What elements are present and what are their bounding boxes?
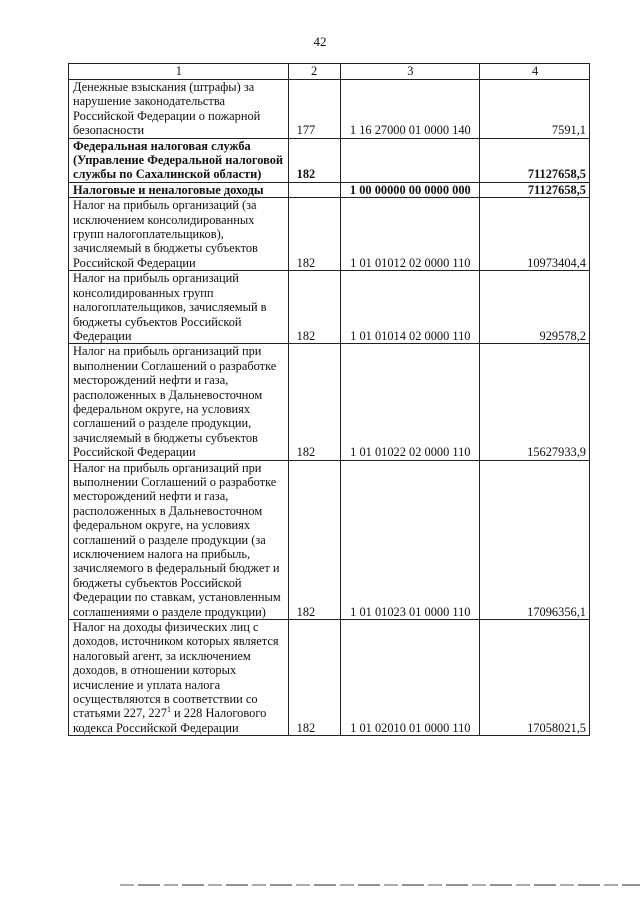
row-budget-code: 1 01 01022 02 0000 110: [340, 344, 480, 460]
column-header-4: 4: [480, 64, 590, 80]
table-row: [69, 138, 590, 182]
row-admin-code: 182: [288, 344, 340, 460]
table-header-row: [69, 64, 590, 80]
row-admin-code: 182: [288, 198, 340, 271]
column-header-2: 2: [288, 64, 340, 80]
row-name: Налог на прибыль организаций при выполнении Соглашений о разработке месторождений нефти и газа, расположенных в Дальневосточном федеральном округе, на условиях соглашений о разделе продукции, зачисляемый в бюджеты субъектов Российской Федерации: [69, 344, 289, 460]
row-admin-code: 182: [288, 460, 340, 619]
row-name-tail: и 228 Налогового кодекса Российской Федерации: [73, 706, 267, 735]
row-budget-code: 1 16 27000 01 0000 140: [340, 80, 480, 139]
table-row: [69, 198, 590, 271]
row-admin-code: 177: [288, 80, 340, 139]
row-budget-code: [340, 138, 480, 182]
row-amount: 929578,2: [480, 271, 590, 344]
row-amount: 10973404,4: [480, 198, 590, 271]
row-amount: 71127658,5: [480, 182, 590, 197]
row-budget-code: 1 01 02010 01 0000 110: [340, 620, 480, 736]
column-header-1: 1: [69, 64, 289, 80]
row-admin-code: 182: [288, 271, 340, 344]
row-budget-code: 1 01 01023 01 0000 110: [340, 460, 480, 619]
revenue-table: [68, 63, 590, 736]
row-admin-code: [288, 182, 340, 197]
page-number: 42: [313, 34, 327, 49]
table-row: [69, 344, 590, 460]
row-name: Налог на прибыль организаций (за исключением консолидированных групп налогоплательщиков), зачисляемый в бюджеты субъектов Российской Федерации: [69, 198, 289, 271]
row-name: Налог на прибыль организаций консолидированных групп налогоплательщиков, зачисляемый в бюджеты субъектов Российской Федерации: [69, 271, 289, 344]
row-amount: 71127658,5: [480, 138, 590, 182]
row-budget-code: 1 00 00000 00 0000 000: [340, 182, 480, 197]
scan-artifact-line: [120, 884, 640, 886]
row-amount: 7591,1: [480, 80, 590, 139]
row-name: [69, 620, 289, 736]
row-admin-code: 182: [288, 620, 340, 736]
row-name: Налоговые и неналоговые доходы: [69, 182, 289, 197]
table-row: [69, 182, 590, 197]
row-amount: 17058021,5: [480, 620, 590, 736]
row-amount: 15627933,9: [480, 344, 590, 460]
row-name: Федеральная налоговая служба (Управление Федеральной налоговой службы по Сахалинской области): [69, 138, 289, 182]
row-name: Налог на прибыль организаций при выполнении Соглашений о разработке месторождений нефти и газа, расположенных в Дальневосточном федеральном округе, на условиях соглашений о разделе продукции (за исключением налога на прибыль, зачисляемого в федеральный бюджет и бюджеты субъектов Российской Федерации по ставкам, установленным соглашениями о разделе продукции): [69, 460, 289, 619]
row-name-main: Налог на доходы физических лиц с доходов, источником которых является налоговый агент, за исключением доходов, в отношении которых исчисление и уплата налога осуществляются в соответствии со статьями 227, 227: [73, 620, 279, 721]
row-name: Денежные взыскания (штрафы) за нарушение законодательства Российской Федерации о пожарной безопасности: [69, 80, 289, 139]
table-row: [69, 80, 590, 139]
table-row: [69, 271, 590, 344]
row-admin-code: 182: [288, 138, 340, 182]
table-row: [69, 460, 590, 619]
table-row: [69, 620, 590, 736]
column-header-3: 3: [340, 64, 480, 80]
row-name-superscript: 1: [166, 705, 171, 715]
row-budget-code: 1 01 01012 02 0000 110: [340, 198, 480, 271]
row-budget-code: 1 01 01014 02 0000 110: [340, 271, 480, 344]
row-amount: 17096356,1: [480, 460, 590, 619]
